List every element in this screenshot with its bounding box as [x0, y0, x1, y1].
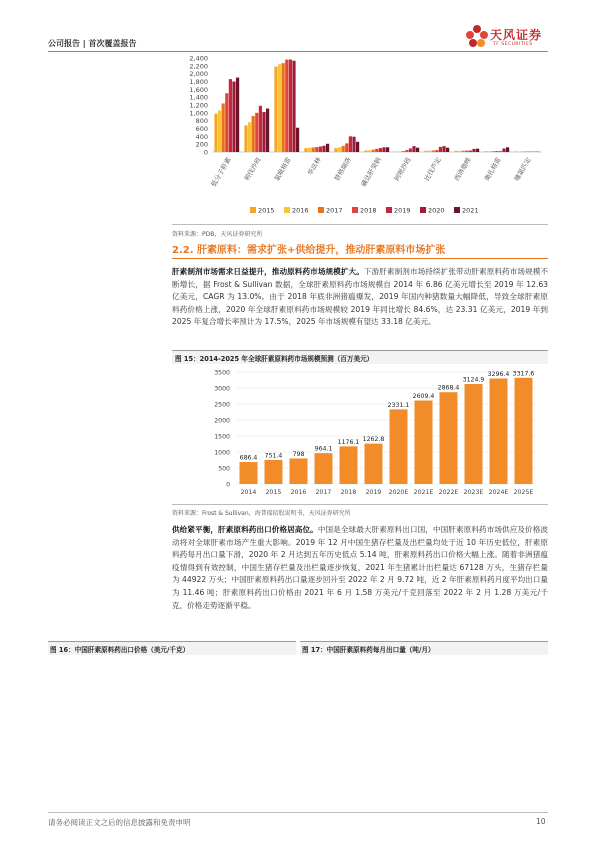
fig14-bar [356, 142, 359, 152]
fig14-bar [278, 64, 281, 152]
fig15-xtick-label: 2016 [290, 489, 307, 496]
fig14-legend-swatch [250, 207, 256, 213]
fig14-ytick-label: 2,000 [189, 70, 208, 79]
fig14-ytick-label: 200 [195, 140, 208, 149]
fig15-bar [265, 460, 283, 484]
fig14-legend-swatch [284, 207, 290, 213]
fig15-xtick-label: 2019 [365, 489, 382, 496]
fig15-ytick-label: 3000 [214, 385, 230, 393]
paragraph-export-price-body: 中国是全球最大肝素原料出口国，中国肝素原料药市场供应及价格波动将对全球肝素市场产生重大影响。2019 年 12 月中国生猪存栏量及出栏量均处于近 10 年历史低位，肝素原料药每月出口量下滑，2020 年 2 月达到五年历史低点 5.14 吨，肝素原料药出口价格大幅上涨。随着非洲猪瘟疫情得到有效控制，中国生猪存栏量及出栏量逐步恢复，2021 年生猪累计出栏量达 67128 万头，生猪存栏量为 44922 万头；中国肝素原料药出口量逐步回升至 2022 年 2 月 9.72 吨，近 2 年肝素原料药月度平均出口量为 11.46 吨；肝素原料药出口价格由 2021 年 6 月 1.58 万美元/千克回落至 2022 年 2 月 1.28 万美元/千克，价格走势逐渐平稳。 [172, 525, 548, 610]
fig14-ytick-label: 600 [195, 125, 208, 133]
fig14-legend-label: 2021 [462, 206, 479, 215]
fig14-bar [458, 151, 461, 152]
fig15-data-label: 964.1 [314, 445, 333, 453]
fig14-bar [506, 147, 509, 152]
fig14-bar [232, 82, 235, 153]
fig14-bar [349, 136, 352, 152]
fig14-source: 资料来源：PDB，天风证券研究所 [172, 231, 263, 238]
paragraph-export-price [172, 524, 548, 612]
fig14-bar [259, 106, 262, 152]
paragraph-market-size [172, 266, 548, 329]
fig14-xtick-label: 利伐沙班 [242, 156, 263, 183]
fig14-bar [225, 93, 228, 152]
fig14-bar [338, 147, 341, 152]
fig14-bar [375, 149, 378, 152]
fig14-ytick-label: 1,400 [189, 93, 208, 102]
fig15-data-label: 3296.4 [487, 371, 510, 379]
fig14-bar [296, 128, 299, 152]
fig15-source-divider [172, 504, 548, 505]
fig15-xtick-label: 2018 [340, 489, 357, 496]
fig15-ytick-label: 1000 [214, 449, 230, 457]
section-title: 2.2. 肝素原料：需求扩张+供给提升，推动肝素原料市场扩张 [172, 245, 446, 256]
fig15-xtick-label: 2021E [413, 489, 434, 496]
fig15-data-label: 3124.9 [462, 376, 485, 384]
fig14-legend-swatch [352, 207, 358, 213]
fig14-bar [502, 148, 505, 152]
fig14-bar [255, 113, 258, 152]
fig15-bar [340, 446, 358, 484]
fig14-xtick-label: 西洛他唑 [452, 156, 473, 183]
fig14-xtick-label: 比伐芦定 [422, 156, 443, 183]
fig15-xtick-label: 2017 [315, 489, 332, 496]
fig15-bar [440, 392, 458, 484]
fig15-xtick-label: 2024E [488, 489, 509, 496]
fig14-xtick-label: 低分子肝素 [209, 156, 233, 189]
fig14-ytick-label: 2,200 [189, 62, 208, 71]
fig15-data-label: 2868.4 [437, 384, 460, 392]
fig14-legend-label: 2018 [360, 206, 377, 215]
fig14-xtick-label: 奥扎格雷 [482, 156, 503, 183]
fig14-bar [326, 144, 329, 152]
fig15-bar [490, 379, 508, 484]
fig15-ytick-label: 2000 [214, 417, 230, 425]
fig15-xtick-label: 2025E [513, 489, 534, 496]
fig15-data-label: 3317.6 [512, 370, 535, 378]
fig14-bar [472, 149, 475, 152]
fig14-bar [424, 151, 427, 152]
fig14-bar [488, 151, 491, 152]
fig14-bar [495, 151, 498, 152]
fig15-bar [290, 458, 308, 484]
fig14-legend-swatch [420, 207, 426, 213]
fig14-bar [416, 148, 419, 152]
logo-name: 天风证券 [490, 28, 543, 42]
fig14-ytick-label: 1,600 [189, 85, 208, 94]
fig14-bar [304, 148, 307, 152]
fig14-bar [432, 150, 435, 152]
fig14-bar [285, 60, 288, 152]
report-type: 公司报告 | 首次覆盖报告 [48, 39, 137, 48]
fig15-data-label: 798 [292, 450, 305, 458]
fig14-ytick-label: 1,200 [189, 101, 208, 110]
fig15-ytick-label: 3500 [214, 369, 230, 377]
fig14-bar [315, 147, 318, 152]
fig14-bar [402, 151, 405, 152]
fig14-bar [435, 150, 438, 152]
fig14-bar [266, 109, 269, 152]
fig14-legend-label: 2020 [428, 206, 445, 215]
fig16-title: 图 16：中国肝素原料药出口价格（美元/千克） [50, 646, 190, 654]
fig14-bar [382, 147, 385, 152]
fig14-bar [319, 147, 322, 152]
fig14-bar [398, 151, 401, 152]
fig14-bar [386, 147, 389, 152]
fig14-bar [412, 146, 415, 152]
fig15-xtick-label: 2023E [463, 489, 484, 496]
footer-disclaimer: 请务必阅读正文之后的信息披露和免责申明 [48, 818, 191, 827]
fig14-bar [405, 150, 408, 152]
fig14-bar [469, 151, 472, 152]
fig14-bar [465, 151, 468, 152]
fig14-ytick-label: 0 [203, 148, 208, 157]
fig14-bar [262, 112, 265, 152]
fig14-bar [292, 61, 295, 152]
fig14-bar [229, 79, 232, 152]
fig14-ytick-label: 2,400 [189, 54, 208, 63]
fig14-bar [439, 147, 442, 152]
fig14-legend-label: 2015 [258, 206, 275, 215]
fig14-ytick-label: 1,000 [189, 109, 208, 118]
fig15-ytick-label: 2500 [214, 401, 230, 409]
fig15-data-label: 1262.8 [362, 436, 385, 444]
fig14-bar [322, 146, 325, 152]
fig14-xtick-label: 华法林 [306, 156, 323, 177]
fig15-ytick-label: 500 [218, 465, 230, 473]
fig14-legend-label: 2017 [326, 206, 343, 215]
fig14-bar [352, 137, 355, 152]
fig14-bar [409, 148, 412, 152]
fig14-bar [428, 151, 431, 152]
fig14-bar [476, 149, 479, 152]
paragraph-export-price-lead: 供给紧平衡，肝素原料药出口价格居高位。 [172, 525, 318, 534]
fig15-bar [415, 400, 433, 484]
fig14-bar [308, 148, 311, 152]
fig14-legend-swatch [318, 207, 324, 213]
fig15-bar [390, 409, 408, 484]
fig15-data-label: 1176.1 [337, 438, 360, 446]
fig14-ytick-label: 1,800 [189, 78, 208, 86]
fig14-xtick-label: 阿哌沙班 [392, 156, 413, 183]
fig14-bar [446, 148, 449, 152]
fig14-bar [364, 150, 367, 152]
fig14-bar [248, 122, 251, 152]
fig14-bar [274, 67, 277, 152]
fig15-bar [315, 453, 333, 484]
fig15-xtick-label: 2015 [265, 489, 282, 496]
fig14-bar [218, 110, 221, 152]
fig15-data-label: 2331.1 [387, 401, 410, 409]
fig14-ytick-label: 800 [195, 117, 208, 126]
fig14-bar [492, 151, 495, 152]
fig15-xtick-label: 2020E [388, 489, 409, 496]
fig14-bar [214, 114, 217, 152]
fig15-ytick-label: 1500 [214, 433, 230, 441]
fig15-chart [172, 364, 548, 506]
paragraph-market-size-lead: 肝素制剂市场需求日益提升，推动原料药市场规模扩大。 [172, 267, 364, 276]
fig14-bar [514, 151, 517, 152]
fig15-bar [365, 444, 383, 484]
fig15-bar [465, 384, 483, 484]
fig14-legend-swatch [454, 207, 460, 213]
fig14-bar [244, 125, 247, 152]
fig14-legend-swatch [386, 207, 392, 213]
fig14-bar [252, 116, 255, 152]
footer-divider [48, 812, 548, 813]
logo-subtitle: TF SECURITIES [493, 42, 533, 47]
fig14-bar [222, 103, 225, 152]
fig15-title: 图 15：2014-2025 年全球肝素原料药市场规模预测（百万美元） [175, 355, 374, 363]
fig14-bar [345, 143, 348, 152]
fig14-xtick-label: 替格瑞洛 [332, 156, 353, 183]
fig14-xtick-label: 磺达肝癸钠 [359, 156, 383, 189]
fig14-xtick-label: 氯吡格雷 [272, 156, 293, 183]
fig15-bar [240, 462, 258, 484]
fig14-legend-label: 2016 [292, 206, 309, 215]
fig14-bar [442, 146, 445, 152]
fig14-ytick-label: 400 [195, 132, 208, 141]
fig14-bar [289, 60, 292, 152]
fig14-legend-label: 2019 [394, 206, 411, 215]
fig14-bar [342, 146, 345, 152]
fig14-bar [236, 78, 239, 152]
fig15-data-label: 686.4 [239, 454, 258, 462]
fig14-bar [368, 150, 371, 152]
fig15-data-label: 751.4 [264, 452, 283, 460]
fig14-source-divider [172, 224, 548, 225]
fig14-bar [372, 150, 375, 152]
fig14-bar [334, 148, 337, 152]
paragraph-market-size-body: 下游肝素制剂市场持续扩张带动肝素原料药市场规模不断增长，据 Frost & Sullivan 数据，全球肝素原料药市场规模自 2014 年 6.86 亿美元增长至 2019 年 12.63 亿美元，CAGR 为 13.0%。由于 2018 年底非洲猪瘟爆发，2019 年国内种猪数量大幅降低，导致全球肝素原料药价格上涨，2020 年全球肝素原料药市场规模较 2019 年同比增长 84.6%，达 23.31 亿美元，2019 年到 2025 年复合增长率预计为 17.5%，2025 年市场规模有望达 33.18 亿美元。 [172, 267, 549, 327]
fig15-xtick-label: 2022E [438, 489, 459, 496]
fig15-bar [515, 378, 533, 484]
fig15-xtick-label: 2014 [240, 489, 257, 496]
fig14-bar [499, 151, 502, 152]
fig14-bar [379, 148, 382, 152]
fig17-title: 图 17：中国肝素原料药每月出口量（吨/月） [302, 646, 435, 654]
fig14-bar [484, 151, 487, 152]
fig15-ytick-label: 0 [226, 481, 230, 489]
fig14-bar [282, 63, 285, 152]
fig14-bar [462, 151, 465, 152]
section-divider [172, 258, 548, 259]
page-number: 10 [536, 817, 546, 826]
fig14-chart [172, 50, 552, 220]
fig14-bar [312, 147, 315, 152]
fig15-data-label: 2609.4 [412, 392, 435, 400]
fig14-xtick-label: 噻氯匹定 [512, 156, 533, 183]
fig15-source: 资料来源：Frost & Sullivan，海普瑞招股说明书，天风证券研究所 [172, 510, 351, 517]
fig14-bar [454, 151, 457, 152]
